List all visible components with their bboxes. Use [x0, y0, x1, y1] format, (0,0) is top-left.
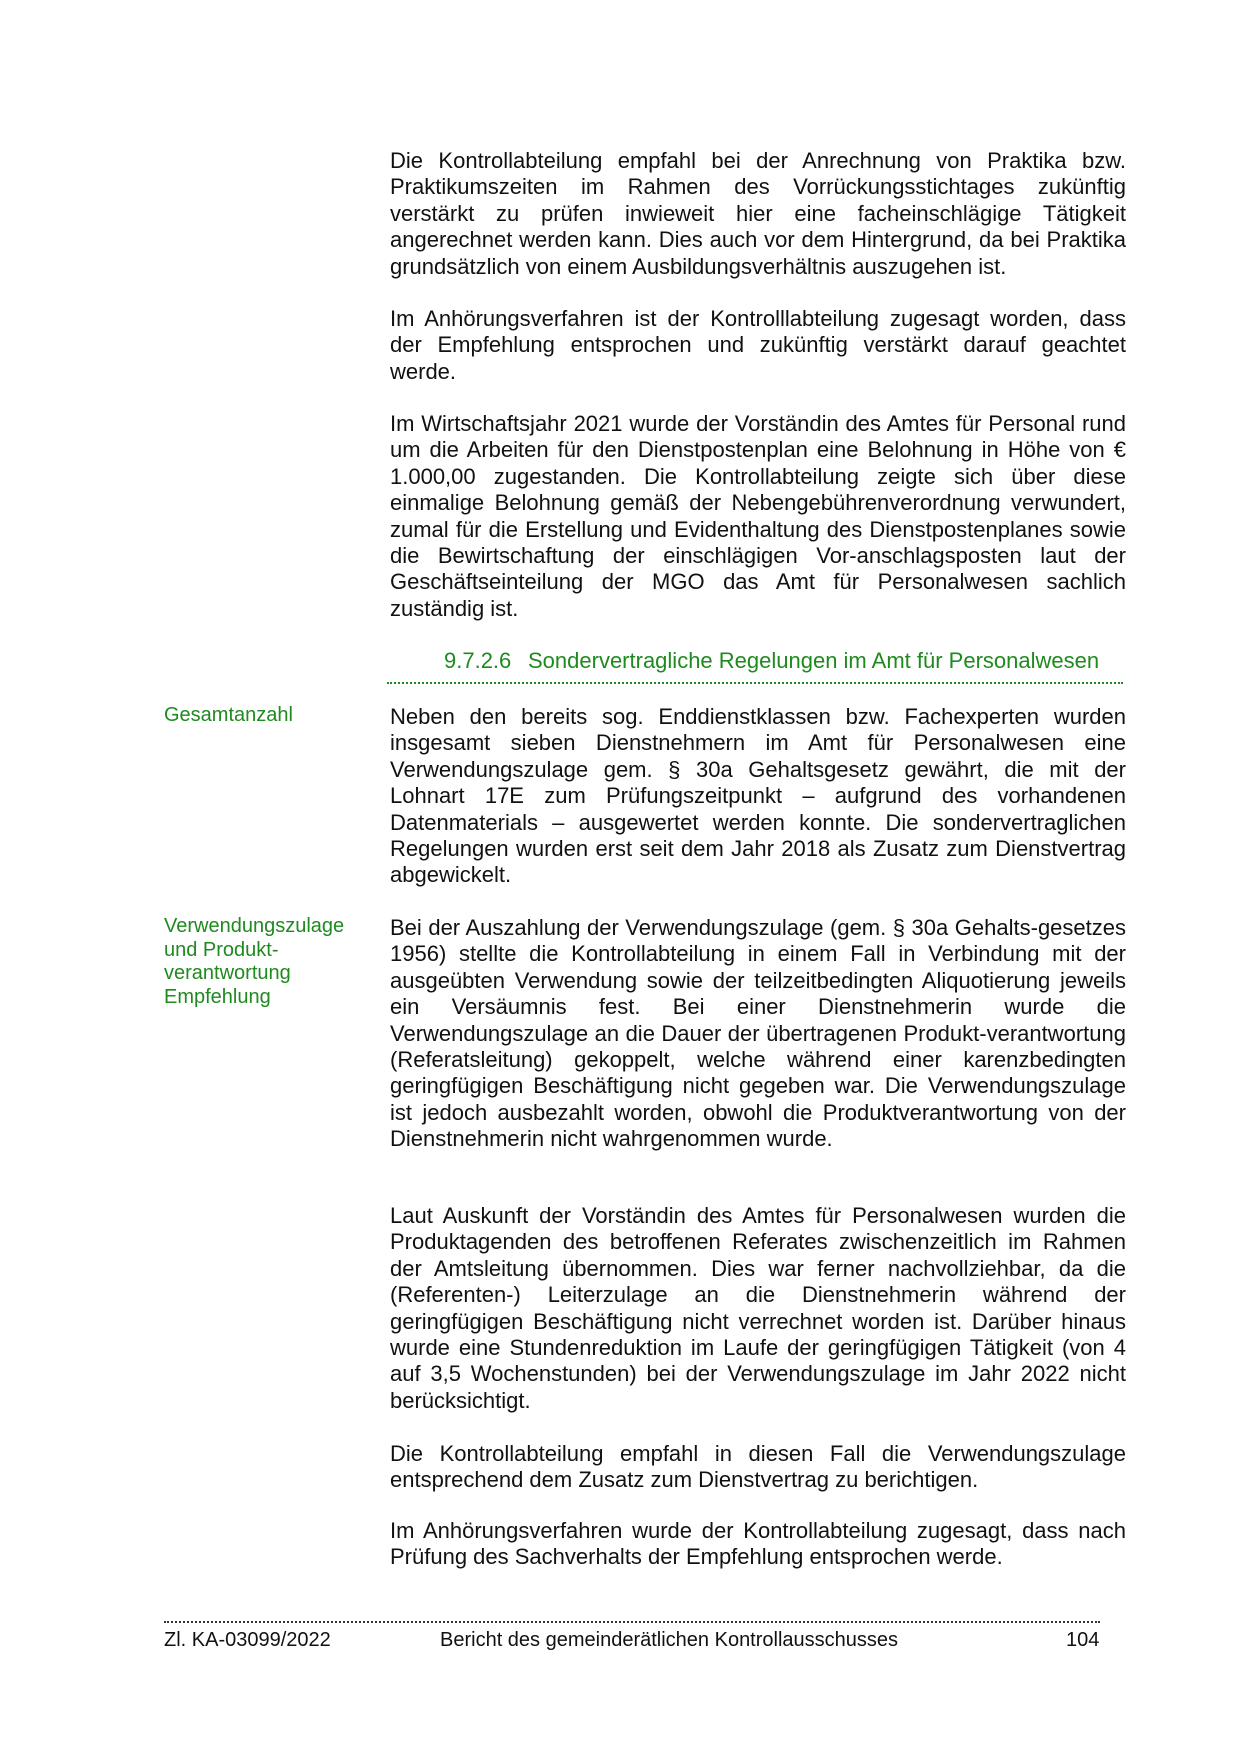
- footer-reference: Zl. KA-03099/2022: [164, 1629, 331, 1651]
- footer-divider: [164, 1621, 1100, 1623]
- sidenote-line: verantwortung: [164, 962, 291, 984]
- paragraph-praktika: Die Kontrollabteilung empfahl bei der Anrechnung von Praktika bzw. Praktikumszeiten im Rahmen des Vorrückungsstichtages zukünftig verstärkt zu prüfen inwieweit hier eine facheinschlägige Tätigkeit angerechnet werden kann. Dies auch vor dem Hintergrund, da bei Praktika grundsätzlich von einem Ausbildungsverhältnis auszugehen ist.: [390, 148, 1126, 279]
- sidenote-line: Verwendungszulage: [164, 915, 345, 937]
- footer-page-number: 104: [1066, 1629, 1100, 1651]
- section-number: 9.7.2.6: [444, 648, 512, 673]
- paragraph-anhoerung-1: Im Anhörungsverfahren ist der Kontrolllabteilung zugesagt worden, dass der Empfehlung entsprochen und zukünftig verstärkt darauf geachtet werde.: [390, 306, 1126, 384]
- paragraph-auskunft: Laut Auskunft der Vorständin des Amtes für Personalwesen wurden die Produktagenden des betroffenen Referates zwischenzeitlich im Rahmen der Amtsleitung übernommen. Dies war ferner nachvollziehbar, da die (Referenten-) Leiterzulage an die Dienstnehmerin während der geringfügigen Beschäftigung nicht verrechnet worden ist. Darüber hinaus wurde eine Stundenreduktion im Laufe der geringfügigen Tätigkeit (von 4 auf 3,5 Wochenstunden) bei der Verwendungszulage im Jahr 2022 nicht berücksichtigt.: [390, 1203, 1126, 1413]
- paragraph-verwendungszulage: Bei der Auszahlung der Verwendungszulage (gem. § 30a Gehalts-gesetzes 1956) stellte die Kontrollabteilung in einem Fall in Verbindung mit der ausgeübten Verwendung sowie der teilzeitbedingten Aliquotierung jeweils ein Versäumnis fest. Bei einer Dienstnehmerin wurde die Verwendungszulage an die Dauer der übertragenen Produkt-verantwortung (Referatsleitung) gekoppelt, welche während einer karenzbedingten geringfügigen Beschäftigung nicht gegeben war. Die Verwendungszulage ist jedoch ausbezahlt worden, obwohl die Produktverantwortung von der Dienstnehmerin nicht wahrgenommen wurde.: [390, 915, 1126, 1152]
- sidenote-line: Empfehlung: [164, 985, 271, 1008]
- sidenote-gesamtanzahl: Gesamtanzahl: [164, 704, 293, 726]
- paragraph-anhoerung-2: Im Anhörungsverfahren wurde der Kontrollabteilung zugesagt, dass nach Prüfung des Sachverhalts der Empfehlung entsprochen werde.: [390, 1518, 1126, 1570]
- paragraph-belohnung: Im Wirtschaftsjahr 2021 wurde der Vorständin des Amtes für Personal rund um die Arbeiten für den Dienstpostenplan eine Belohnung in Höhe von € 1.000,00 zugestanden. Die Kontrollabteilung zeigte sich über diese einmalige Belohnung gemäß der Nebengebührenverordnung verwundert, zumal für die Erstellung und Evidenthaltung des Dienstpostenplanes sowie die Bewirtschaftung der einschlägigen Vor-anschlagsposten laut der Geschäftseinteilung der MGO das Amt für Personalwesen sachlich zuständig ist.: [390, 411, 1126, 621]
- footer-title: Bericht des gemeinderätlichen Kontrollausschusses: [440, 1629, 899, 1651]
- sidenote-line: und Produkt-: [164, 938, 279, 961]
- paragraph-empfehlung: Die Kontrollabteilung empfahl in diesen Fall die Verwendungszulage entsprechend dem Zusatz zum Dienstvertrag zu berichtigen.: [390, 1441, 1126, 1493]
- section-heading: [387, 647, 1123, 684]
- sidenote-verwendungszulage: [164, 915, 364, 1009]
- section-title: Sondervertragliche Regelungen im Amt für Personalwesen: [528, 648, 1100, 673]
- paragraph-gesamtanzahl: Neben den bereits sog. Enddienstklassen bzw. Fachexperten wurden insgesamt sieben Dienstnehmern im Amt für Personalwesen eine Verwendungszulage gem. § 30a Gehaltsgesetz gewährt, die mit der Lohnart 17E zum Prüfungszeitpunkt – aufgrund des vorhandenen Datenmaterials – ausgewertet werden konnte. Die sondervertraglichen Regelungen wurden erst seit dem Jahr 2018 als Zusatz zum Dienstvertrag abgewickelt.: [390, 704, 1126, 888]
